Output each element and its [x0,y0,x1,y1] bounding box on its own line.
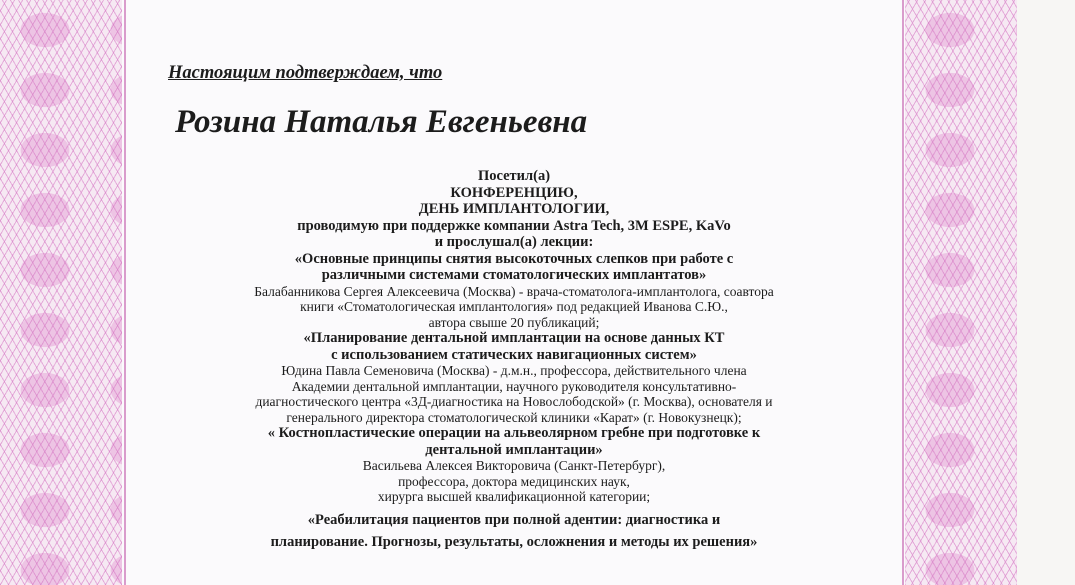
lecture-4-title: «Реабилитация пациентов при полной адентии: диагностика и [307,511,721,528]
lecture-2-speaker: Юдина Павла Семеновича (Москва) - д.м.н., профессора, действительного члена [281,363,747,378]
confirm-heading: Настоящим подтверждаем, что [168,63,443,83]
recipient-name: Розина Наталья Евгеньевна [175,104,588,140]
lecture-1-speaker: книги «Стоматологическая имплантология» под редакцией Иванова С.Ю., [300,299,728,314]
event-type: КОНФЕРЕНЦИЮ, [450,184,578,201]
lecture-1-speaker: Балабанникова Сергея Алексеевича (Москва) - врача-стоматолога-имплантолога, соавтора [254,283,774,299]
lecture-4-title: планирование. Прогнозы, результаты, осложнения и методы их решения» [270,534,758,550]
lecture-1-title: «Основные принципы снятия высокоточных слепков при работе с [294,250,734,267]
border-line-right [902,0,904,585]
visited-label: Посетил(а) [477,168,551,184]
lecture-2-title: «Планирование дентальной имплантации на основе данных КТ [303,330,725,346]
lecture-2-speaker: генерального директора стоматологической клиники «Карат» (г. Новокузнецк); [286,409,742,425]
border-line-left [124,0,126,585]
event-name: ДЕНЬ ИМПЛАНТОЛОГИИ, [418,201,610,217]
lecture-2-speaker: диагностического центра «3Д-диагностика на Новослободской» (г. Москва), основателя и [255,394,773,409]
lecture-3-speaker: Васильева Алексея Викторовича (Санкт-Петербург), [362,458,666,473]
lecture-2-title: с использованием статических навигационных систем» [331,346,697,363]
lecture-2-speaker: Академии дентальной имплантации, научного руководителя консультативно- [291,378,737,394]
certificate-content [130,0,898,585]
lecture-1-title: различными системами стоматологических имплантатов» [321,267,707,283]
lecture-3-speaker: профессора, доктора медицинских наук, [398,473,630,489]
lecture-3-title: дентальной имплантации» [425,441,603,458]
decorative-border-left [0,0,122,585]
certificate-body [130,168,898,551]
listened-label: и прослушал(а) лекции: [434,234,594,250]
paper-edge [1017,0,1075,585]
lecture-1-speaker: автора свыше 20 публикаций; [428,314,600,330]
lecture-3-speaker: хирурга высшей квалификационной категории; [377,489,651,504]
sponsors-line: проводимую при поддержке компании Astra Tech, 3M ESPE, KaVo [297,217,731,234]
lecture-3-title: « Костнопластические операции на альвеолярном гребне при подготовке к [267,425,761,441]
decorative-border-right [905,0,1017,585]
